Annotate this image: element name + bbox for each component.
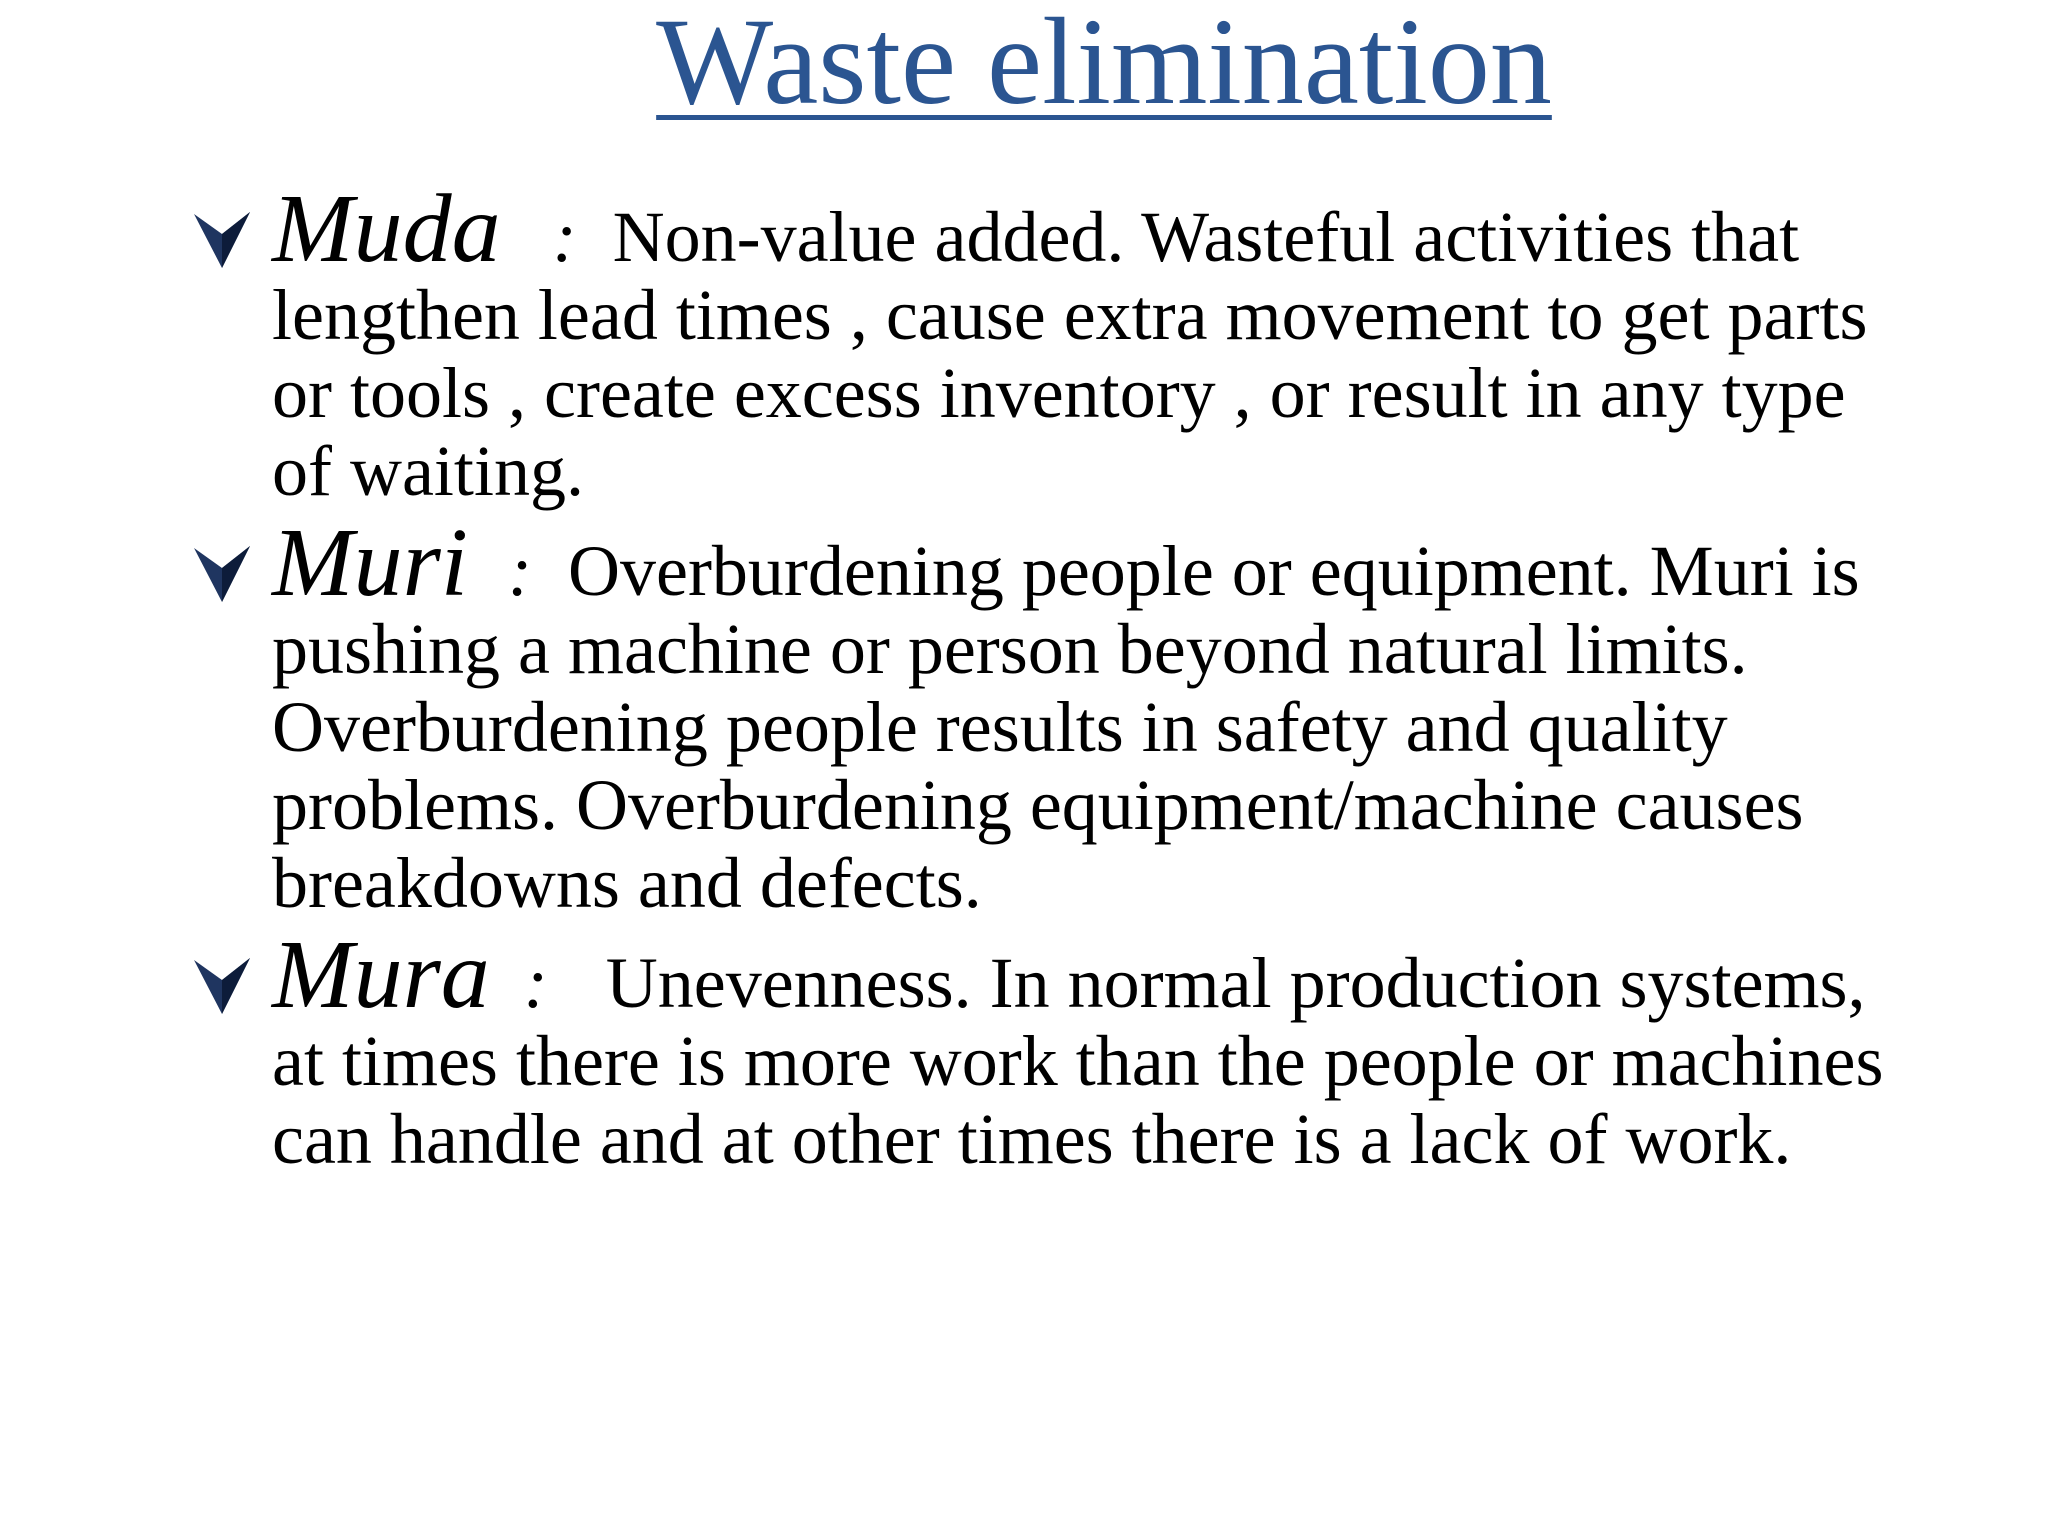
bullet-list: [192, 175, 1892, 1192]
checkmark-arrow-icon: [192, 208, 252, 272]
slide-title: Waste elimination: [656, 0, 1552, 130]
checkmark-arrow-icon: [192, 542, 252, 606]
term-mura: Mura: [272, 921, 490, 1029]
term-separator: :: [508, 531, 532, 611]
list-item-mura: [192, 921, 1892, 1179]
list-item-muri: [192, 509, 1892, 923]
description-mura: Unevenness. In normal production systems, at times there is more work than the people or machines can handle and at other times there is a lack of work.: [272, 943, 1884, 1179]
description-muda: Non-value added. Wasteful activities that lengthen lead times , cause extra movement to get parts or tools , create excess inventory , or result in any type of waiting.: [272, 197, 1868, 511]
term-separator: :: [523, 943, 548, 1023]
item-text: [272, 509, 1892, 923]
item-text: [272, 921, 1892, 1179]
item-text: [272, 175, 1892, 511]
term-muri: Muri: [272, 509, 468, 617]
term-muda: Muda: [272, 175, 501, 283]
list-item-muda: [192, 175, 1892, 511]
checkmark-arrow-icon: [192, 954, 252, 1018]
description-muri: Overburdening people or equipment. Muri is pushing a machine or person beyond natural limits. Overburdening people results in safety and quality problems. Overburdening equipment/machine causes breakdowns and defects.: [272, 531, 1860, 923]
term-separator: :: [552, 197, 577, 277]
